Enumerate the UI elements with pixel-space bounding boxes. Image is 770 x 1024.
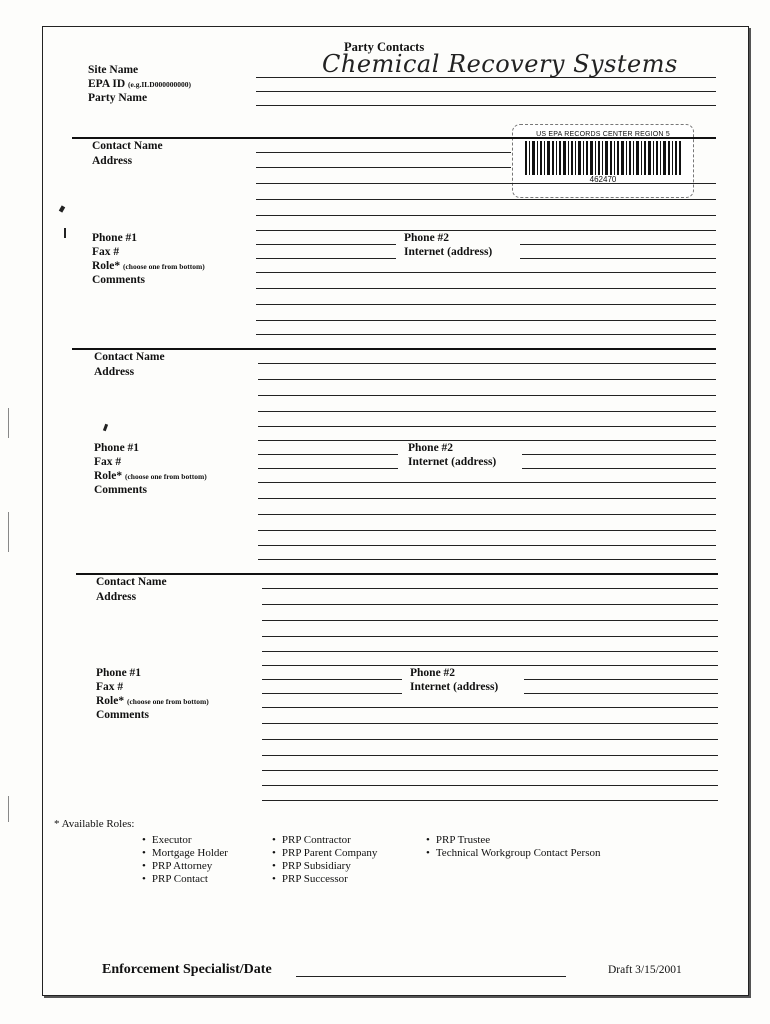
phone1-line[interactable]	[258, 454, 398, 455]
phone-line-top	[256, 230, 716, 231]
epa-id-label: EPA ID (e.g.ILD000000000)	[88, 78, 191, 90]
section-divider-2	[72, 348, 716, 350]
comments-line[interactable]	[262, 785, 718, 786]
section-divider-3	[76, 573, 718, 575]
comments-line[interactable]	[262, 739, 718, 740]
address-line[interactable]	[262, 604, 718, 605]
fax-line[interactable]	[256, 258, 396, 259]
comments-line[interactable]	[262, 770, 718, 771]
address-line[interactable]	[258, 379, 716, 380]
phone2-label: Phone #2	[410, 667, 456, 679]
roles-heading: * Available Roles:	[54, 818, 135, 830]
phone2-line[interactable]	[524, 679, 718, 680]
page-title: Party Contacts	[344, 40, 425, 54]
comments-line[interactable]	[258, 545, 716, 546]
party-name-label: Party Name	[88, 92, 148, 104]
comments-line[interactable]	[258, 514, 716, 515]
comments-label: Comments	[92, 274, 146, 286]
role-item: • PRP Trustee	[426, 834, 601, 847]
role-label: Role* (choose one from bottom)	[94, 470, 207, 482]
fax-label: Fax #	[92, 246, 120, 258]
fax-line[interactable]	[262, 693, 402, 694]
contact-name-label: Contact Name	[94, 351, 165, 363]
site-name-label: Site Name	[88, 64, 139, 76]
address-line[interactable]	[258, 426, 716, 427]
internet-label: Internet (address)	[404, 246, 493, 258]
address-line[interactable]	[258, 411, 716, 412]
signature-line[interactable]	[296, 976, 566, 977]
scan-mark	[8, 512, 9, 552]
role-item: • PRP Successor	[272, 873, 377, 886]
role-item: • PRP Contact	[142, 873, 228, 886]
comments-label: Comments	[94, 484, 148, 496]
fax-label: Fax #	[96, 681, 124, 693]
role-label: Role* (choose one from bottom)	[92, 260, 205, 272]
roles-column-2	[272, 834, 377, 886]
role-line[interactable]	[258, 482, 716, 483]
site-name-line[interactable]	[256, 77, 716, 78]
comments-line[interactable]	[258, 530, 716, 531]
section-divider-1	[72, 137, 716, 139]
role-hint: (choose one from bottom)	[122, 262, 205, 271]
address-line[interactable]	[256, 167, 511, 168]
records-barcode-sticker	[512, 124, 694, 198]
comments-line[interactable]	[262, 800, 718, 801]
address-line[interactable]	[262, 620, 718, 621]
phone1-line[interactable]	[262, 679, 402, 680]
address-label: Address	[94, 366, 135, 378]
signature-label: Enforcement Specialist/Date	[102, 962, 272, 977]
address-line[interactable]	[258, 395, 716, 396]
phone1-line[interactable]	[256, 244, 396, 245]
phone2-label: Phone #2	[404, 232, 450, 244]
phone-line-top	[262, 665, 718, 666]
phone1-label: Phone #1	[94, 442, 140, 454]
address-line[interactable]	[256, 199, 716, 200]
scan-mark	[8, 796, 9, 822]
comments-line[interactable]	[258, 559, 716, 560]
address-line[interactable]	[262, 651, 718, 652]
comments-line[interactable]	[256, 304, 716, 305]
barcode-number: 462470	[589, 175, 617, 184]
role-item: • PRP Subsidiary	[272, 860, 377, 873]
role-item: • PRP Attorney	[142, 860, 228, 873]
contact-name-line[interactable]	[262, 588, 718, 589]
role-item: • PRP Parent Company	[272, 847, 377, 860]
barcode-icon	[525, 141, 681, 175]
fax-line[interactable]	[258, 468, 398, 469]
role-label: Role* (choose one from bottom)	[96, 695, 209, 707]
internet-label: Internet (address)	[410, 681, 499, 693]
address-line[interactable]	[256, 183, 716, 184]
role-item: • Executor	[142, 834, 228, 847]
role-item: • Mortgage Holder	[142, 847, 228, 860]
scan-mark	[8, 408, 9, 438]
contact-name-line[interactable]	[258, 363, 716, 364]
address-line[interactable]	[262, 636, 718, 637]
phone1-label: Phone #1	[92, 232, 138, 244]
comments-line[interactable]	[256, 320, 716, 321]
internet-line[interactable]	[522, 468, 716, 469]
role-hint: (choose one from bottom)	[124, 472, 207, 481]
internet-line[interactable]	[520, 258, 716, 259]
role-line[interactable]	[256, 272, 716, 273]
address-line[interactable]	[256, 215, 716, 216]
fax-label: Fax #	[94, 456, 122, 468]
address-label: Address	[92, 155, 133, 167]
scan-mark	[64, 228, 66, 238]
address-label: Address	[96, 591, 137, 603]
internet-label: Internet (address)	[408, 456, 497, 468]
contact-name-label: Contact Name	[92, 140, 163, 152]
barcode-label: US EPA RECORDS CENTER REGION 5	[536, 131, 670, 138]
comments-line[interactable]	[262, 723, 718, 724]
roles-column-1	[142, 834, 228, 886]
epa-id-hint: (e.g.ILD000000000)	[128, 80, 191, 89]
comments-line[interactable]	[256, 288, 716, 289]
comments-label: Comments	[96, 709, 150, 721]
role-line[interactable]	[262, 707, 718, 708]
comments-line[interactable]	[256, 334, 716, 335]
roles-column-3	[426, 834, 601, 860]
draft-date: Draft 3/15/2001	[608, 964, 682, 976]
phone2-line[interactable]	[520, 244, 716, 245]
party-name-line[interactable]	[256, 105, 716, 106]
comments-line[interactable]	[258, 498, 716, 499]
phone-line-top	[258, 440, 716, 441]
comments-line[interactable]	[262, 755, 718, 756]
role-item: • PRP Contractor	[272, 834, 377, 847]
role-hint: (choose one from bottom)	[126, 697, 209, 706]
contact-name-line[interactable]	[256, 152, 511, 153]
site-name-handwriting: Chemical Recovery Systems	[322, 50, 678, 78]
phone2-label: Phone #2	[408, 442, 454, 454]
role-item: • Technical Workgroup Contact Person	[426, 847, 601, 860]
phone2-line[interactable]	[522, 454, 716, 455]
phone1-label: Phone #1	[96, 667, 142, 679]
internet-line[interactable]	[524, 693, 718, 694]
epa-id-line[interactable]	[256, 91, 716, 92]
contact-name-label: Contact Name	[96, 576, 167, 588]
